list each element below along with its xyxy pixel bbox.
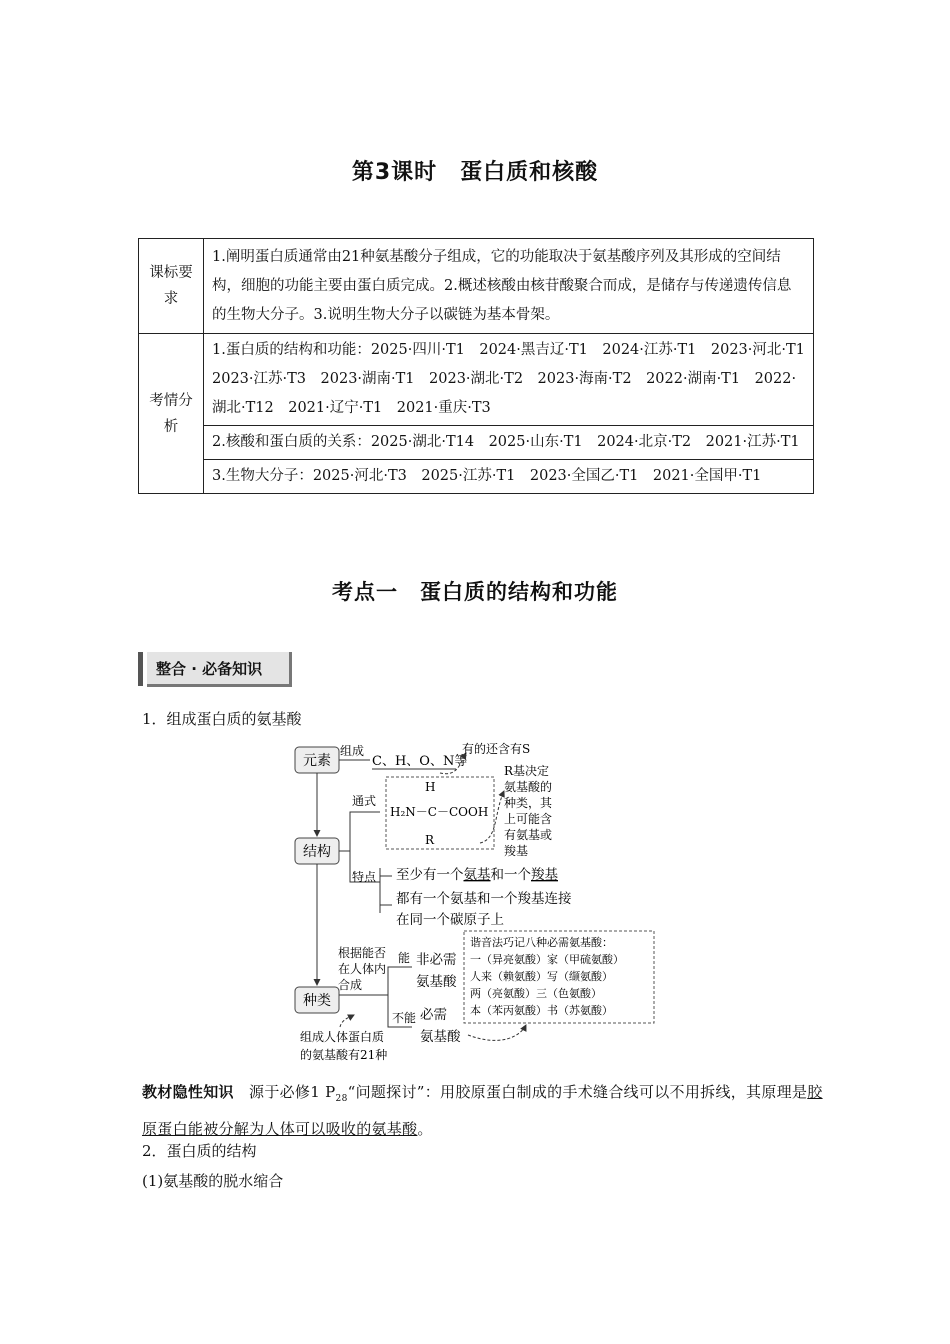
table-row	[139, 334, 814, 426]
elements-note: 有的还含有S	[462, 742, 531, 756]
r-note-2: 氨基酸的	[504, 780, 553, 794]
label-neng: 能	[398, 951, 411, 965]
hint-end: 。	[417, 1120, 433, 1138]
formula-h: H	[425, 780, 436, 794]
analysis-item-1: 1.蛋白质的结构和功能：2025·四川·T1 2024·黑吉辽·T1 2024·江苏·T1 2023·河北·T1 2023·江苏·T3 2023·湖南·T1 2023·湖北·T2 2023·海南·T2 2022·湖南·T1 2022·湖北·T12 2021·辽宁·T1 2021·重庆·T3	[204, 334, 814, 426]
r-note-4: 上可能含	[504, 812, 553, 826]
mnemonic-2: 人来（赖氨酸）写（缬氨酸）	[470, 970, 613, 983]
item-2-heading: 2．蛋白质的结构	[142, 1142, 257, 1160]
count-note-2: 的氨基酸有21种	[300, 1048, 388, 1062]
banner-label: 整合 · 必备知识	[156, 660, 263, 678]
feature-3: 在同一个碳原子上	[396, 912, 504, 928]
label-buneng: 不能	[392, 1011, 417, 1025]
hint-page-sub: 28	[335, 1094, 348, 1104]
formula-r: R	[425, 833, 435, 847]
essential-1: 必需	[420, 1007, 447, 1023]
basis-1: 根据能否	[338, 946, 387, 960]
feature-2: 都有一个氨基和一个羧基连接	[396, 891, 572, 907]
section-banner	[138, 652, 296, 686]
r-note-6: 羧基	[504, 844, 529, 858]
hint-label: 教材隐性知识	[142, 1083, 234, 1101]
essential-2: 氨基酸	[420, 1029, 461, 1045]
label-zhonglei: 种类	[303, 993, 331, 1009]
row-head-analysis: 考情分析	[139, 334, 204, 494]
item-2-sub: (1)氨基酸的脱水缩合	[142, 1172, 284, 1190]
curriculum-table	[138, 238, 820, 494]
r-note-3: 种类，其	[504, 796, 553, 810]
r-note-5: 有氨基或	[504, 828, 553, 842]
r-note-1: R基决定	[504, 764, 550, 778]
mnemonic-3: 两（亮氨酸）三（色氨酸）	[470, 987, 602, 1000]
feature-1: 至少有一个氨基和一个羧基	[396, 867, 558, 883]
section-title: 考点一 蛋白质的结构和功能	[332, 580, 618, 604]
amino-acid-diagram	[280, 735, 680, 1070]
mnemonic-1: 一（异亮氨酸）家（甲硫氨酸）	[470, 953, 624, 966]
label-jiegou: 结构	[303, 844, 331, 860]
label-tongshi: 通式	[352, 794, 377, 808]
hint-text-mid: “问题探讨”：用胶原蛋白制成的手术缝合线可以不用拆线，其原理是	[347, 1083, 808, 1101]
banner-bar	[138, 652, 143, 686]
mnemonic-4: 本（苯丙氨酸）书（苏氨酸）	[470, 1004, 613, 1017]
hint-text-pre: 源于必修1 P	[249, 1083, 336, 1101]
nonessential-1: 非必需	[416, 952, 457, 968]
requirements-text: 1.阐明蛋白质通常由21种氨基酸分子组成，它的功能取决于氨基酸序列及其形成的空间结构，细胞的功能主要由蛋白质完成。2.概述核酸由核苷酸聚合而成，是储存与传递遗传信息的生物大分子。3.说明生物大分子以碳链为基本骨架。	[204, 239, 814, 334]
analysis-item-3: 3.生物大分子：2025·河北·T3 2025·江苏·T1 2023·全国乙·T1 2021·全国甲·T1	[204, 460, 814, 494]
nonessential-2: 氨基酸	[416, 974, 457, 990]
hint-underlined: 胶原蛋白能被分解为人体可以吸收的氨基酸	[142, 1083, 823, 1138]
table-row	[139, 239, 814, 334]
item-1-heading: 1．组成蛋白质的氨基酸	[142, 710, 302, 728]
elements-text: C、H、O、N等	[372, 754, 468, 769]
row-head-requirements: 课标要求	[139, 239, 204, 334]
label-yuansu: 元素	[303, 753, 331, 769]
table-row	[139, 460, 814, 494]
basis-2: 在人体内	[338, 962, 387, 976]
count-note-1: 组成人体蛋白质	[300, 1030, 385, 1044]
formula-main: H₂N－C－COOH	[390, 805, 489, 819]
page-title: 第3课时 蛋白质和核酸	[351, 160, 599, 185]
label-zucheng: 组成	[340, 744, 365, 758]
mnemonic-0: 谐音法巧记八种必需氨基酸：	[470, 936, 613, 949]
textbook-hint	[142, 1077, 832, 1144]
label-tedian: 特点	[352, 870, 377, 884]
basis-3: 合成	[338, 978, 363, 992]
table-row	[139, 426, 814, 460]
analysis-item-2: 2.核酸和蛋白质的关系：2025·湖北·T14 2025·山东·T1 2024·北京·T2 2021·江苏·T1	[204, 426, 814, 460]
